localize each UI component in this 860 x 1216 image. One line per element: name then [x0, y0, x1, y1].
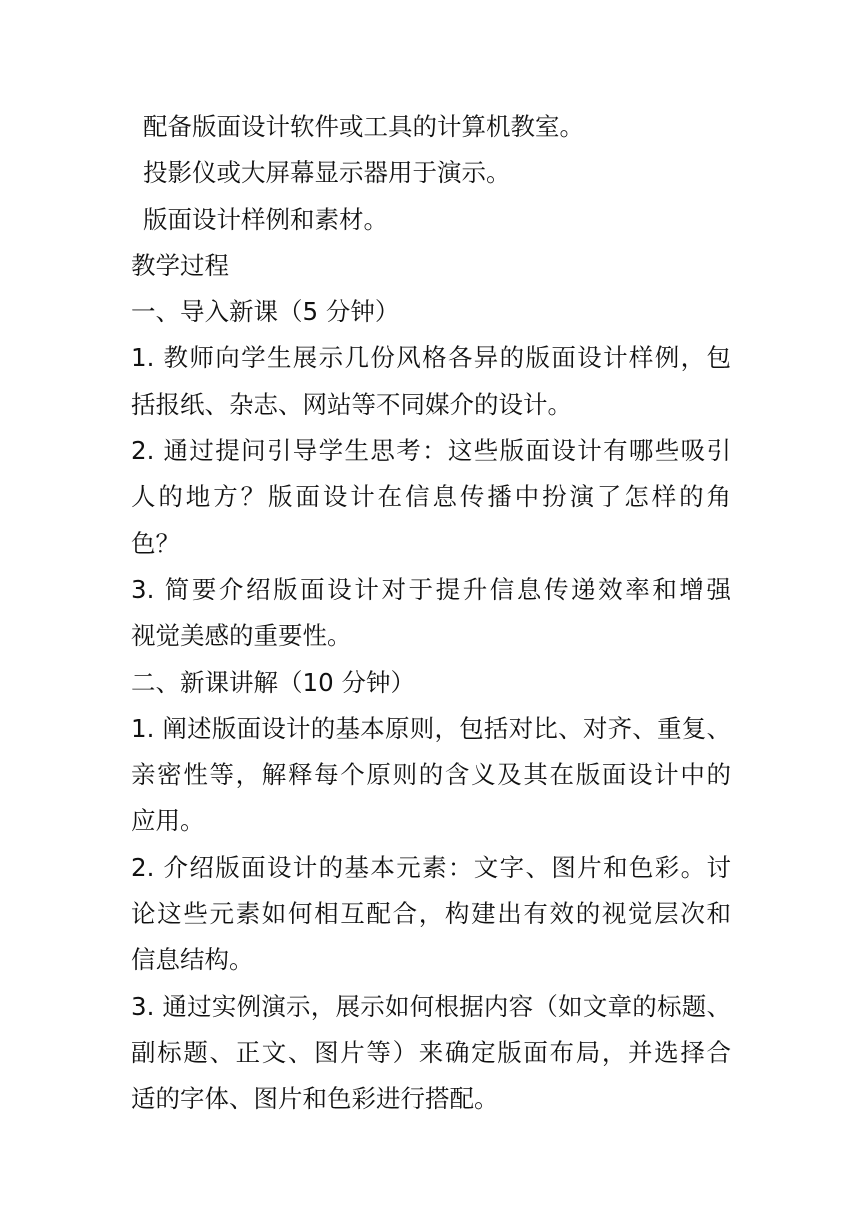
section1-item2-line2: 人的地方？版面设计在信息传播中扮演了怎样的角 — [131, 482, 731, 512]
section2-item2-line1: 2. 介绍版面设计的基本元素：文字、图片和色彩。讨 — [131, 852, 731, 882]
document-body — [131, 104, 731, 1123]
section1-item2-line3: 色？ — [131, 528, 180, 558]
section2-item3-line2: 副标题、正文、图片等）来确定版面布局，并选择合 — [131, 1037, 731, 1067]
equipment-line-2: 投影仪或大屏幕显示器用于演示。 — [143, 158, 511, 188]
section2-item3-line1: 3. 通过实例演示，展示如何根据内容（如文章的标题、 — [131, 991, 731, 1021]
equipment-line-3: 版面设计样例和素材。 — [143, 204, 388, 234]
process-heading: 教学过程 — [131, 250, 229, 280]
section1-item2-line1: 2. 通过提问引导学生思考：这些版面设计有哪些吸引 — [131, 436, 731, 466]
section2-item3-line3: 适的字体、图片和色彩进行搭配。 — [131, 1084, 499, 1114]
section2-item1-line2: 亲密性等，解释每个原则的含义及其在版面设计中的 — [131, 760, 731, 790]
section1-item3-line1: 3. 简要介绍版面设计对于提升信息传递效率和增强 — [131, 574, 731, 604]
section2-item2-line3: 信息结构。 — [131, 945, 254, 975]
section2-item1-line3: 应用。 — [131, 806, 205, 836]
equipment-line-1: 配备版面设计软件或工具的计算机教室。 — [143, 112, 584, 141]
section2-heading: 二、新课讲解（10 分钟） — [131, 667, 415, 697]
section2-item2-line2: 论这些元素如何相互配合，构建出有效的视觉层次和 — [131, 899, 731, 929]
section1-item3-line2: 视觉美感的重要性。 — [131, 621, 352, 651]
section1-heading: 一、导入新课（5 分钟） — [131, 297, 400, 327]
section2-item1-line1: 1. 阐述版面设计的基本原则，包括对比、对齐、重复、 — [131, 713, 731, 743]
section1-item1-line1: 1. 教师向学生展示几份风格各异的版面设计样例，包 — [131, 343, 731, 373]
section1-item1-line2: 括报纸、杂志、网站等不同媒介的设计。 — [131, 389, 572, 419]
